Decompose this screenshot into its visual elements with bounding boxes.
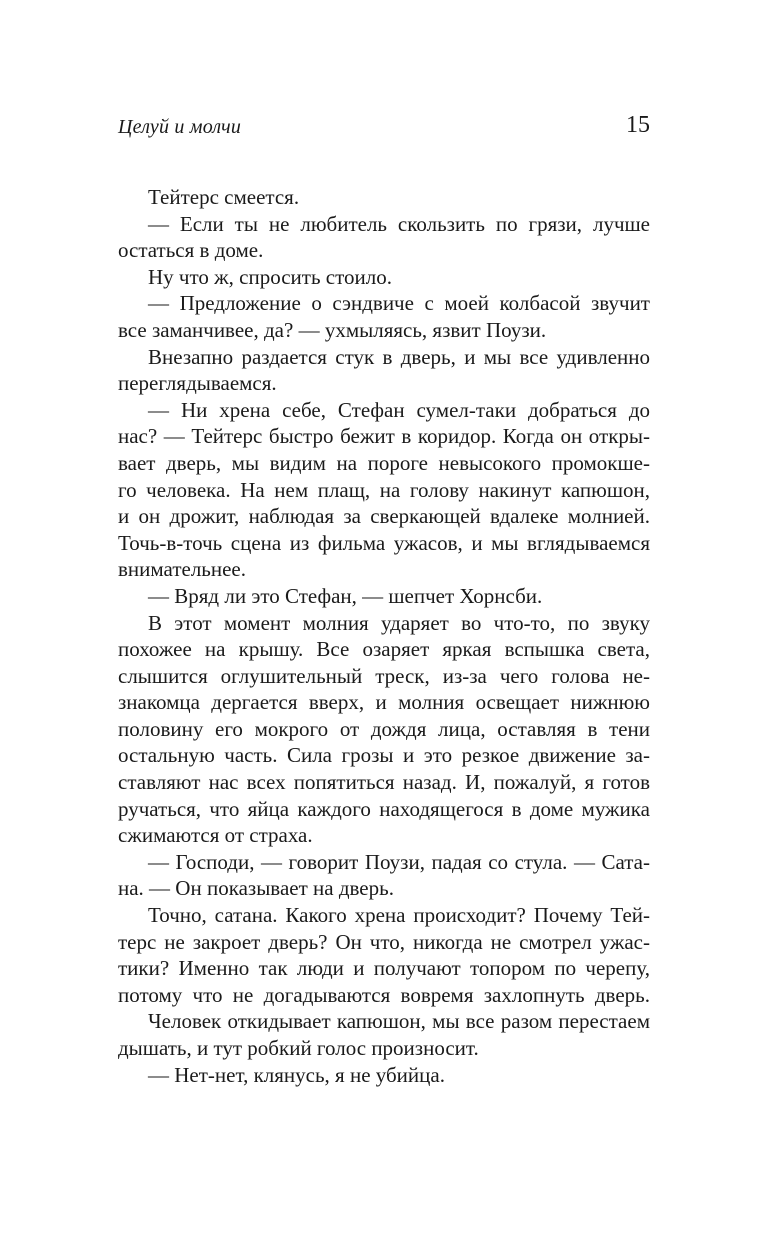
running-title: Целуй и молчи bbox=[118, 116, 242, 138]
text-line: — Господи, — говорит Поузи, падая со стула. — Сата- bbox=[148, 849, 650, 874]
text-line: — Если ты не любитель скользить по грязи, лучше bbox=[148, 211, 650, 236]
text-line: нас? — Тейтерс быстро бежит в коридор. Когда он откры- bbox=[118, 424, 650, 449]
text-line: — Нет-нет, клянусь, я не убийца. bbox=[148, 1062, 445, 1087]
text-line: похожее на крышу. Все озаряет яркая вспышка света, bbox=[118, 637, 650, 662]
text-line: тики? Именно так люди и получают топором по черепу, bbox=[118, 956, 650, 981]
text-line: все заманчивее, да? — ухмыляясь, язвит Поузи. bbox=[118, 317, 547, 342]
text-line: ручаться, что яйца каждого находящегося в доме мужика bbox=[118, 796, 650, 821]
text-line: вает дверь, мы видим на пороге невысокого промокше- bbox=[118, 450, 650, 475]
text-line: на. — Он показывает на дверь. bbox=[118, 876, 394, 901]
text-line: остаться в доме. bbox=[118, 238, 264, 263]
body-text bbox=[118, 184, 650, 1088]
text-line: Точно, сатана. Какого хрена происходит? Почему Тей- bbox=[148, 903, 650, 928]
text-line: — Предложение о сэндвиче с моей колбасой звучит bbox=[148, 291, 650, 316]
text-line: переглядываемся. bbox=[118, 371, 277, 396]
text-line: Человек откидывает капюшон, мы все разом перестаем bbox=[148, 1009, 650, 1034]
text-line: знакомца дергается вверх, и молния освещает нижнюю bbox=[118, 690, 650, 715]
text-line: Тейтерс смеется. bbox=[148, 185, 300, 209]
text-line: — Ни хрена себе, Стефан сумел-таки добраться до bbox=[148, 397, 650, 422]
text-line: терс не закроет дверь? Он что, никогда не смотрел ужас- bbox=[118, 929, 650, 954]
text-line: сжимаются от страха. bbox=[118, 823, 313, 848]
page-number: 15 bbox=[626, 112, 650, 138]
text-line: внимательнее. bbox=[118, 557, 246, 582]
text-line: ставляют нас всех попятиться назад. И, пожалуй, я готов bbox=[118, 770, 650, 795]
text-line: и он дрожит, наблюдая за сверкающей вдалеке молнией. bbox=[118, 504, 650, 529]
text-line: остальную часть. Сила грозы и это резкое движение за- bbox=[118, 743, 650, 768]
text-line: Внезапно раздается стук в дверь, и мы все удивленно bbox=[148, 344, 650, 369]
text-line: Ну что ж, спросить стоило. bbox=[148, 264, 392, 289]
text-line: Точь-в-точь сцена из фильма ужасов, и мы вглядываемся bbox=[118, 530, 650, 555]
text-line: В этот момент молния ударяет во что-то, по звуку bbox=[148, 610, 650, 635]
text-line: дышать, и тут робкий голос произносит. bbox=[118, 1036, 479, 1060]
text-line: — Вряд ли это Стефан, — шепчет Хорнсби. bbox=[148, 583, 543, 608]
text-line: го человека. На нем плащ, на голову накинут капюшон, bbox=[118, 477, 650, 502]
text-line: потому что не догадываются вовремя захлопнуть дверь. bbox=[118, 982, 650, 1007]
text-line: слышится оглушительный треск, из-за чего голова не- bbox=[118, 663, 650, 688]
text-line: половину его мокрого от дождя лица, оставляя в тени bbox=[118, 716, 650, 741]
running-head bbox=[118, 110, 650, 144]
